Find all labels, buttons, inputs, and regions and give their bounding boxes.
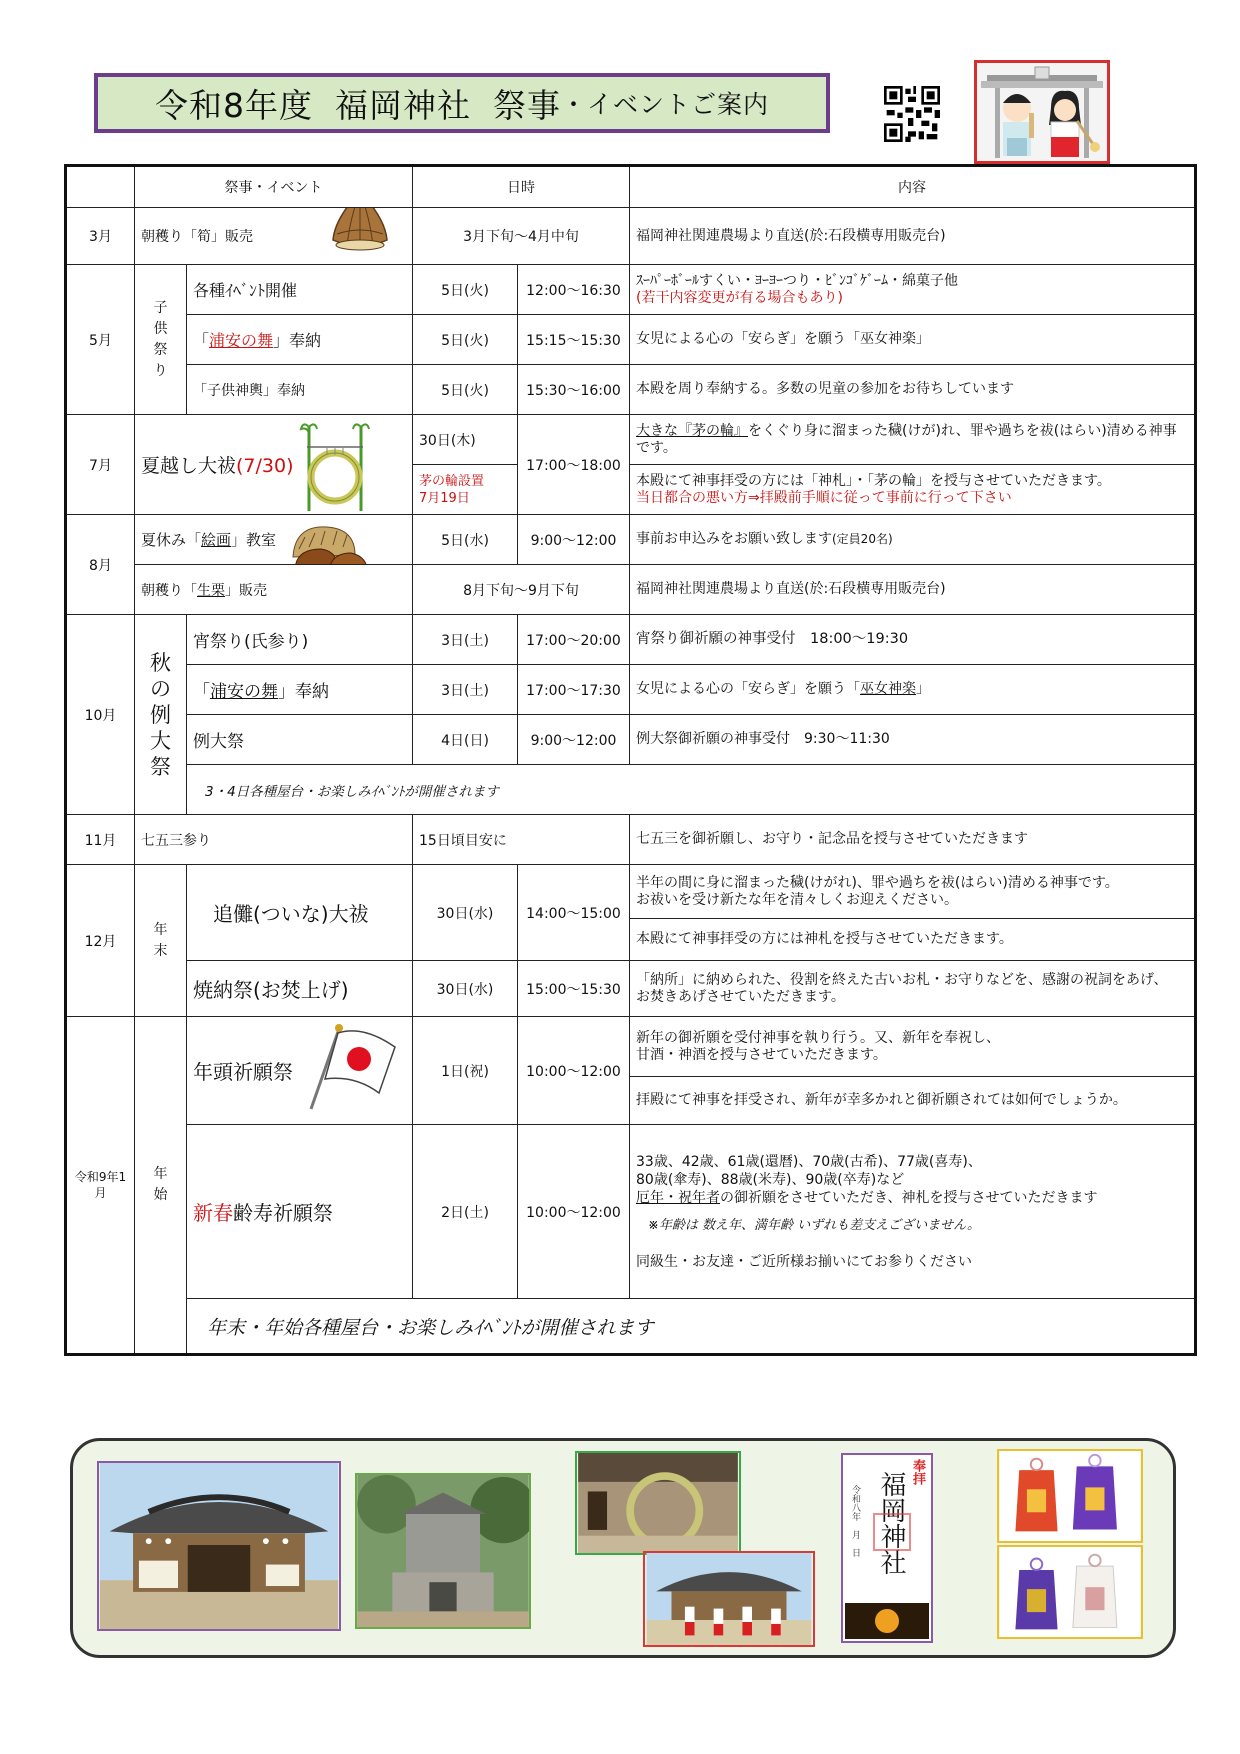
qr-code-icon[interactable]: [884, 86, 940, 142]
month-october: 10月: [66, 615, 135, 815]
content-may-3: 本殿を周り奉納する。多数の児童の参加をお待ちしています: [630, 365, 1196, 415]
event-november: 七五三参り: [135, 815, 413, 865]
content-december-2-line2: お焚きあげさせていただきます。: [636, 988, 845, 1005]
date-january-2: 2日(土): [413, 1125, 518, 1299]
event-july-date: (7/30): [236, 455, 294, 477]
table-row-october-3: [66, 715, 1196, 765]
content-december-1-line2: お祓いを受け新たな年を清々しくお迎えください。: [636, 891, 958, 908]
event-december-1: 追儺(ついな)大祓: [187, 865, 413, 961]
content-august-2: 福岡神社関連農場より直送(於:石段横専用販売台): [630, 565, 1196, 615]
date-december-2: 30日(水): [413, 961, 518, 1017]
table-row-may-3: [66, 365, 1196, 415]
time-may-1: 12:00～16:30: [518, 265, 630, 315]
time-october-1: 17:00～20:00: [518, 615, 630, 665]
group-char: 供: [153, 320, 168, 337]
content-january-2-line3: の御祈願をさせていただき、神札を授与させていただきます: [720, 1189, 1098, 1206]
event-august-2-item: 生栗: [197, 582, 225, 599]
group-char: の: [150, 676, 171, 701]
date-august-1: 5日(水): [413, 515, 518, 565]
table-row-october-2: [66, 665, 1196, 715]
event-august-2: [135, 565, 413, 615]
content-march: 福岡神社関連農場より直送(於:石段横専用販売台): [630, 208, 1196, 265]
goshuin-stamp-name: 福岡神社: [876, 1471, 906, 1575]
time-may-3: 15:30～16:00: [518, 365, 630, 415]
content-january-1: [630, 1017, 1196, 1077]
time-january-1: 10:00～12:00: [518, 1017, 630, 1125]
event-january-1-name: 年頭祈願祭: [193, 1060, 293, 1084]
group-autumn-festival: [135, 615, 187, 815]
title-festival: 祭事: [492, 85, 561, 125]
setup-july-label: 茅の輪設置: [419, 473, 485, 489]
event-january-2-rest: 齢寿祈願祭: [233, 1201, 333, 1225]
table-row-may-1: [66, 265, 1196, 315]
content-january-2-yakudoshi: 厄年・祝年者: [636, 1189, 720, 1206]
event-march-suffix: 」販売: [211, 229, 253, 245]
goshuin-stamp-top: 奉拝: [910, 1459, 925, 1485]
time-january-2: 10:00～12:00: [518, 1125, 630, 1299]
content-january-1-line2: 甘酒・神酒を授与させていただきます。: [636, 1046, 887, 1063]
event-march-prefix: 朝穫り「: [141, 229, 197, 245]
time-december-1: 14:00～15:00: [518, 865, 630, 961]
date-may-2: 5日(火): [413, 315, 518, 365]
chestnut-illustration: [285, 519, 371, 565]
chinowa-ring-photo: [575, 1451, 741, 1555]
content-january-1-line1: 新年の御祈願を受付神事を執り行う。又、新年を奉祝し、: [636, 1029, 1000, 1046]
title-year: 令和8年度: [154, 85, 313, 125]
event-may-1: 各種ｲﾍﾞﾝﾄ開催: [187, 265, 413, 315]
content-december-1b: 本殿にて神事拝受の方には神札を授与させていただきます。: [630, 919, 1196, 961]
group-char: り: [153, 362, 168, 379]
goshuin-stamp: [841, 1453, 933, 1643]
content-january-2-line5: 同級生・お友達・ご近所様お揃いにてお参りください: [636, 1253, 972, 1270]
title-shrine: 福岡神社: [334, 85, 471, 125]
group-char: 祭: [150, 754, 171, 779]
event-july: [135, 415, 413, 515]
event-august-1-item: 絵画: [201, 531, 232, 549]
content-august-1-text: 事前お申込みをお願い致します: [636, 531, 832, 547]
table-row-august-1: [66, 515, 1196, 565]
date-august-2: 8月下旬～9月下旬: [413, 565, 630, 615]
chinowa-ring-illustration: [297, 417, 373, 513]
table-row-january-1: [66, 1017, 1196, 1077]
date-may-3: 5日(火): [413, 365, 518, 415]
table-row-november: [66, 815, 1196, 865]
event-august-2-suffix: 」販売: [225, 582, 267, 599]
shrine-mascot-illustration: [974, 60, 1110, 164]
table-row-december-1: [66, 865, 1196, 919]
content-january-2-line2: 80歳(傘寿)、88歳(米寿)、90歳(卒寿)など: [636, 1171, 905, 1188]
group-char: 子: [153, 299, 168, 316]
event-may-2-prefix: 「: [193, 331, 210, 350]
event-january-1: [187, 1017, 413, 1125]
page-title-box: [94, 73, 830, 133]
content-december-1: [630, 865, 1196, 919]
event-august-1-suffix: 」教室: [231, 531, 277, 549]
header-event: [135, 166, 413, 208]
event-may-2: [187, 315, 413, 365]
content-july-2-text: 本殿にて神事拝受の方には「神札」・「茅の輪」を授与させていただきます。: [636, 472, 1111, 489]
header-month-cell: [66, 166, 135, 208]
content-october-3: 例大祭御祈願の神事受付 9:30～11:30: [630, 715, 1196, 765]
content-july-chinowa: 大きな『茅の輪』: [636, 422, 748, 439]
content-november: 七五三を御祈願し、お守り・記念品を授与させていただきます: [630, 815, 1196, 865]
table-row-july-1: [66, 415, 1196, 465]
event-october-2-prefix: 「: [193, 682, 210, 702]
group-char: 秋: [150, 650, 171, 675]
time-august-1: 9:00～12:00: [518, 515, 630, 565]
date-january-1: 1日(祝): [413, 1017, 518, 1125]
event-schedule-table: [64, 164, 1197, 1356]
header-content: 内容: [630, 166, 1196, 208]
date-july: 30日(木): [413, 415, 518, 465]
content-january-2-note: ※年齢は 数え年、満年齢 いずれも差支えございません。: [648, 1217, 980, 1233]
event-october-3: 例大祭: [187, 715, 413, 765]
content-october-2-item: 巫女神楽: [860, 681, 916, 697]
date-october-2: 3日(土): [413, 665, 518, 715]
goshuin-stamp-date: 令和八年 月 日: [850, 1485, 860, 1557]
date-october-1: 3日(土): [413, 615, 518, 665]
goshuin-stamp-seal: [873, 1513, 911, 1551]
group-year-end: [135, 865, 187, 1017]
group-char: 年: [153, 1166, 168, 1182]
table-row-august-2: [66, 565, 1196, 615]
content-october-2-prefix: 女児による心の「安らぎ」を願う「: [636, 681, 860, 697]
content-december-1-line1: 半年の間に身に溜まった穢(けがれ)、罪や過ちを祓(はらい)清める神事です。: [636, 874, 1119, 891]
content-july-1: [630, 415, 1196, 465]
group-children-festival: [135, 265, 187, 415]
content-may-1-note: (若干内容変更が有る場合もあり): [636, 289, 843, 306]
group-char: 末: [153, 942, 168, 959]
table-row-march: [66, 208, 1196, 265]
content-january-2-line1: 33歳、42歳、61歳(還暦)、70歳(古希)、77歳(喜寿)、: [636, 1153, 982, 1170]
content-october-2: [630, 665, 1196, 715]
page-title: [98, 77, 826, 129]
january-note: 年末・年始各種屋台・お楽しみｲﾍﾞﾝﾄが開催されます: [187, 1299, 1196, 1355]
table-row-october-1: [66, 615, 1196, 665]
photo-gallery: [70, 1438, 1176, 1658]
month-december: 12月: [66, 865, 135, 1017]
event-july-name: 夏越し大祓: [141, 455, 237, 477]
month-november: 11月: [66, 815, 135, 865]
group-char: 例: [150, 702, 171, 727]
content-january-1b: 拝殿にて神事を拝受され、新年が幸多かれと御祈願されては如何でしょうか。: [630, 1077, 1196, 1125]
content-october-2-suffix: 」: [916, 681, 930, 697]
month-august: 8月: [66, 515, 135, 615]
group-char: 祭: [153, 341, 168, 358]
date-may-1: 5日(火): [413, 265, 518, 315]
content-july-1-rest: をくぐり身に溜まった穢(けが)れ、罪や過ちを祓(はらい)清める神事です。: [636, 422, 1177, 456]
event-january-2: [187, 1125, 413, 1299]
event-may-3: 「子供神輿」奉納: [187, 365, 413, 415]
event-december-2: 焼納祭(お焚上げ): [187, 961, 413, 1017]
bamboo-shoot-illustration: [325, 208, 395, 253]
table-row-january-note: [66, 1299, 1196, 1355]
table-row-december-3: [66, 961, 1196, 1017]
october-note: 3・4日各種屋台・お楽しみｲﾍﾞﾝﾄが開催されます: [187, 765, 1196, 815]
title-event-guide: ・イベントご案内: [560, 90, 769, 119]
date-november: 15日頃目安に: [413, 815, 630, 865]
omamori-red-purple-photo: [997, 1449, 1143, 1543]
japan-flag-illustration: [305, 1021, 401, 1113]
content-december-2: [630, 961, 1196, 1017]
event-may-2-item: 浦安の舞: [209, 331, 274, 350]
goshuin-bonfire: [845, 1603, 929, 1639]
time-december-2: 15:00～15:30: [518, 961, 630, 1017]
event-october-2-suffix: 」奉納: [278, 682, 329, 702]
table-row-october-note: [66, 765, 1196, 815]
table-header-row: [66, 166, 1196, 208]
time-october-3: 9:00～12:00: [518, 715, 630, 765]
event-march: [135, 208, 413, 265]
date-december-1: 30日(水): [413, 865, 518, 961]
event-october-2: [187, 665, 413, 715]
content-may-1: [630, 265, 1196, 315]
group-new-year: [135, 1017, 187, 1355]
month-march: 3月: [66, 208, 135, 265]
event-october-2-item: 浦安の舞: [210, 682, 278, 702]
stone-monument-photo: [355, 1473, 531, 1629]
content-december-2-line1: 「納所」に納められた、役割を終えた古いお札・お守りなどを、感謝の祝詞をあげ、: [636, 971, 1168, 988]
month-january: 令和9年1月: [66, 1017, 135, 1355]
header-datetime: 日時: [413, 166, 630, 208]
event-august-1-prefix: 夏休み「: [141, 531, 202, 549]
time-october-2: 17:00～17:30: [518, 665, 630, 715]
time-july: 17:00～18:00: [518, 415, 630, 515]
table-row-january-3: [66, 1125, 1196, 1299]
date-march: 3月下旬～4月中旬: [413, 208, 630, 265]
month-july: 7月: [66, 415, 135, 515]
event-august-2-prefix: 朝穫り「: [141, 582, 197, 599]
event-may-2-suffix: 」奉納: [273, 331, 322, 350]
table-row-may-2: [66, 315, 1196, 365]
setup-july-date: 7月19日: [419, 490, 470, 506]
header-event-label: 祭事・イベント: [224, 180, 323, 196]
group-char: 始: [153, 1187, 168, 1203]
content-may-1-text: ｽｰﾊﾟｰﾎﾞｰﾙすくい・ﾖｰﾖｰつり・ﾋﾞﾝｺﾞｹﾞｰﾑ・綿菓子他: [636, 272, 958, 289]
event-january-2-red: 新春: [193, 1201, 233, 1225]
content-january-2: [630, 1125, 1196, 1299]
date-october-3: 4日(日): [413, 715, 518, 765]
content-may-2: 女児による心の「安らぎ」を願う「巫女神楽」: [630, 315, 1196, 365]
setup-july: [413, 465, 518, 515]
kagura-dance-photo: [643, 1551, 815, 1647]
time-may-2: 15:15～15:30: [518, 315, 630, 365]
omamori-purple-white-photo: [997, 1545, 1143, 1639]
content-july-2: [630, 465, 1196, 515]
content-october-1: 宵祭り御祈願の神事受付 18:00～19:30: [630, 615, 1196, 665]
content-august-1: [630, 515, 1196, 565]
event-august-1: [135, 515, 413, 565]
shrine-hall-photo: [97, 1461, 341, 1631]
group-char: 年: [153, 921, 168, 938]
content-august-1-note: (定員20名): [832, 532, 893, 546]
event-march-item: 筍: [197, 229, 211, 245]
content-july-2-note: 当日都合の悪い方⇒拝殿前手順に従って事前に行って下さい: [636, 489, 1012, 506]
group-char: 大: [150, 728, 171, 753]
event-october-1: 宵祭り(氏参り): [187, 615, 413, 665]
month-may: 5月: [66, 265, 135, 415]
